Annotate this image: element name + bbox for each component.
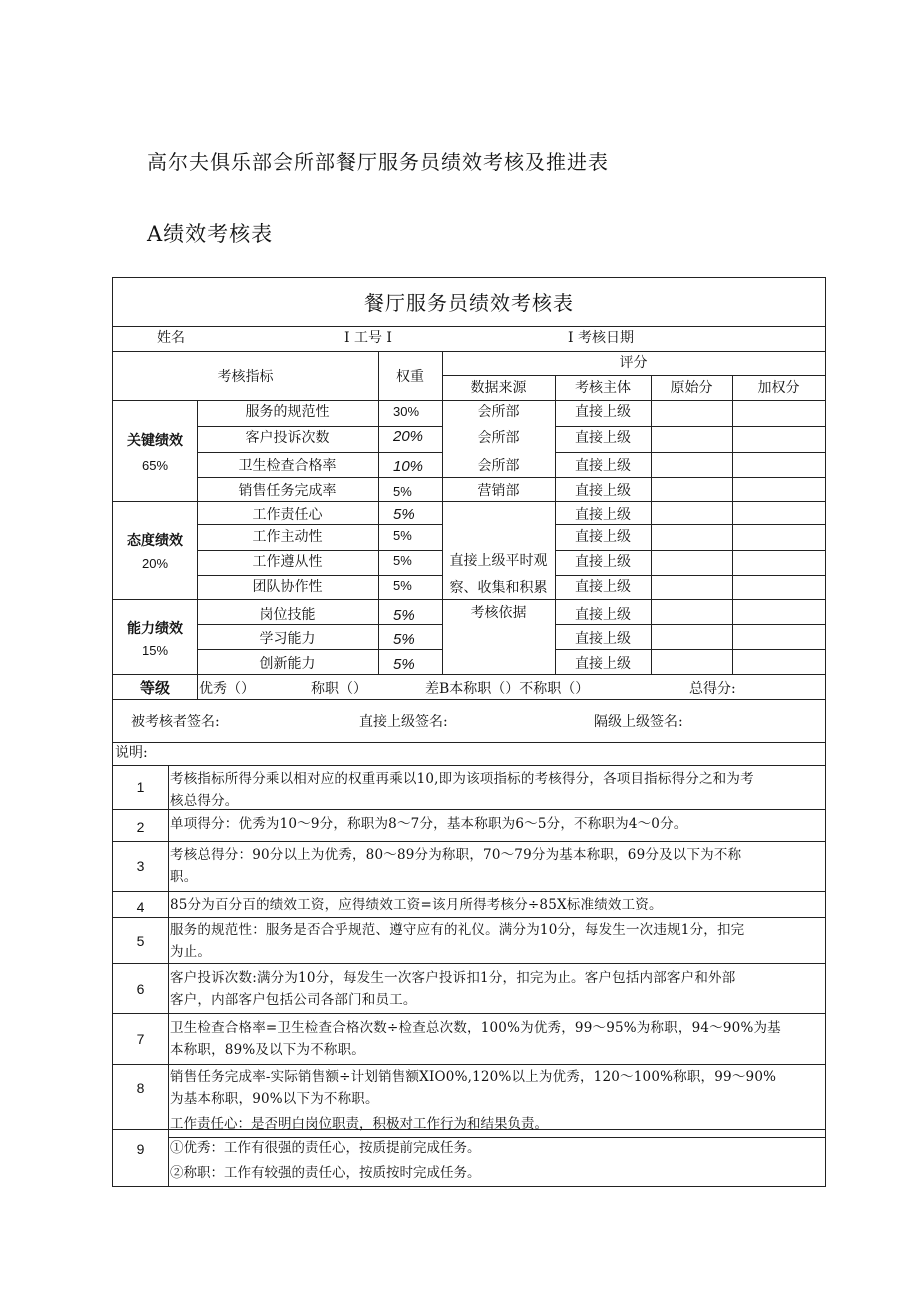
merged-source-line: 直接上级平时观 — [449, 553, 548, 569]
merged-source-line: 考核依据 — [470, 605, 527, 621]
indicator-label: 学习能力 — [259, 631, 316, 647]
grade-competent: 称职（） — [311, 681, 367, 697]
source-value: 会所部 — [477, 430, 520, 446]
assessment-date-label: I 考核日期 — [568, 330, 634, 346]
note-number: 2 — [136, 819, 145, 835]
weight-value: 5% — [393, 553, 412, 568]
employee-id-label: I 工号 I — [344, 330, 392, 346]
indicator-label: 客户投诉次数 — [245, 430, 330, 446]
group-key-performance: 关键绩效 — [127, 432, 183, 448]
group-ability-performance: 能力绩效 — [127, 620, 183, 636]
indicator-label: 工作责任心 — [252, 507, 323, 523]
weight-value: 5% — [393, 578, 412, 593]
note-text: 客户投诉次数:满分为10分，每发生一次客户投诉扣1分，扣完为止。客户包括内部客户和外部 客户，内部客户包括公司各部门和员工。 — [170, 970, 736, 1008]
note-text: ①优秀：工作有很强的责任心，按质提前完成任务。 — [170, 1140, 481, 1156]
group-attitude-performance: 态度绩效 — [127, 532, 183, 548]
subject-value: 直接上级 — [575, 529, 631, 545]
group-attitude-pct: 20% — [141, 556, 169, 571]
subject-value: 直接上级 — [575, 458, 631, 474]
weight-value: 5% — [393, 656, 415, 673]
direct-supervisor-signature-label: 直接上级签名: — [359, 714, 448, 730]
weight-header: 权重 — [396, 369, 424, 385]
note-number: 5 — [136, 933, 145, 949]
subject-value: 直接上级 — [575, 607, 631, 623]
form-title: 餐厅服务员绩效考核表 — [364, 291, 574, 315]
indicator-label: 销售任务完成率 — [238, 483, 337, 499]
section-title: A绩效考核表 — [147, 222, 274, 246]
note-number: 6 — [136, 981, 145, 997]
skip-level-signature-label: 隔级上级签名: — [594, 714, 683, 730]
note-text: 服务的规范性：服务是否合乎规范、遵守应有的礼仪。满分为10分，每发生一次违规1分，扣完 为止。 — [170, 922, 745, 960]
weight-value: 5% — [393, 631, 415, 648]
grade-basic-incompetent: 差B本称职（）不称职（） — [425, 681, 590, 697]
note-text: 工作责任心：是否明白岗位职责，积极对工作行为和结果负责。 — [170, 1116, 548, 1132]
grade-label: 等级 — [139, 680, 170, 697]
weight-value: 30% — [393, 404, 420, 419]
source-value: 会所部 — [477, 458, 520, 474]
note-number: 8 — [136, 1080, 145, 1096]
weight-value: 5% — [393, 528, 412, 543]
indicator-label: 创新能力 — [259, 656, 316, 672]
subject-value: 直接上级 — [575, 430, 631, 446]
document-title: 高尔夫俱乐部会所部餐厅服务员绩效考核及推进表 — [147, 150, 609, 174]
note-number: 3 — [136, 858, 145, 874]
note-number: 9 — [136, 1141, 145, 1157]
indicator-label: 团队协作性 — [252, 579, 323, 595]
score-header: 评分 — [619, 355, 648, 371]
indicator-label: 服务的规范性 — [245, 404, 330, 420]
indicator-label: 工作主动性 — [252, 529, 323, 545]
weight-value: 5% — [393, 484, 412, 499]
weighted-score-header: 加权分 — [757, 380, 800, 396]
merged-source-line: 察、收集和积累 — [449, 580, 548, 596]
note-number: 7 — [136, 1031, 145, 1047]
weight-value: 5% — [393, 607, 415, 624]
subject-value: 直接上级 — [575, 656, 631, 672]
subject-value: 直接上级 — [575, 483, 631, 499]
total-score-label: 总得分: — [689, 681, 736, 697]
group-key-pct: 65% — [141, 458, 169, 473]
weight-value: 20% — [393, 428, 424, 445]
group-ability-pct: 15% — [141, 643, 169, 658]
note-number: 1 — [136, 779, 145, 795]
note-text: 单项得分：优秀为10～9分，称职为8～7分，基本称职为6～5分，不称职为4～0分。 — [170, 816, 688, 832]
assessment-table — [112, 277, 826, 1187]
note-text: ②称职：工作有较强的责任心，按质按时完成任务。 — [170, 1165, 481, 1181]
assessee-signature-label: 被考核者签名: — [131, 714, 220, 730]
indicator-label: 卫生检查合格率 — [238, 458, 337, 474]
notes-label: 说明: — [115, 745, 148, 761]
note-text: 85分为百分百的绩效工资，应得绩效工资=该月所得考核分÷85X标准绩效工资。 — [170, 897, 663, 913]
weight-value: 5% — [393, 506, 415, 523]
subject-header: 考核主体 — [575, 380, 631, 396]
subject-value: 直接上级 — [575, 554, 631, 570]
grade-excellent: 优秀（） — [199, 681, 255, 697]
note-number: 4 — [136, 899, 145, 915]
raw-score-header: 原始分 — [670, 380, 713, 396]
subject-value: 直接上级 — [575, 404, 631, 420]
weight-value: 10% — [393, 458, 424, 475]
note-text: 卫生检查合格率=卫生检查合格次数÷检查总次数，100%为优秀，99～95%为称职，94～90%为基 本称职，89%及以下为不称职。 — [170, 1020, 781, 1058]
subject-value: 直接上级 — [575, 579, 631, 595]
source-value: 营销部 — [477, 483, 520, 499]
source-value: 会所部 — [477, 404, 520, 420]
note-text: 考核指标所得分乘以相对应的权重再乘以10,即为该项指标的考核得分，各项目指标得分之和为考 核总得分。 — [170, 771, 754, 809]
note-text: 销售任务完成率-实际销售额÷计划销售额XIO0%,120%以上为优秀，120～100%称职，99～90% 为基本称职，90%以下为不称职。 — [170, 1069, 777, 1107]
subject-value: 直接上级 — [575, 631, 631, 647]
indicator-label: 岗位技能 — [259, 607, 316, 623]
source-header: 数据来源 — [470, 380, 527, 396]
indicator-label: 工作遵从性 — [252, 554, 323, 570]
subject-value: 直接上级 — [575, 507, 631, 523]
indicator-header: 考核指标 — [217, 369, 274, 385]
note-text: 考核总得分：90分以上为优秀，80～89分为称职，70～79分为基本称职，69分及以下为不称 职。 — [170, 847, 742, 885]
name-label: 姓名 — [157, 330, 185, 346]
